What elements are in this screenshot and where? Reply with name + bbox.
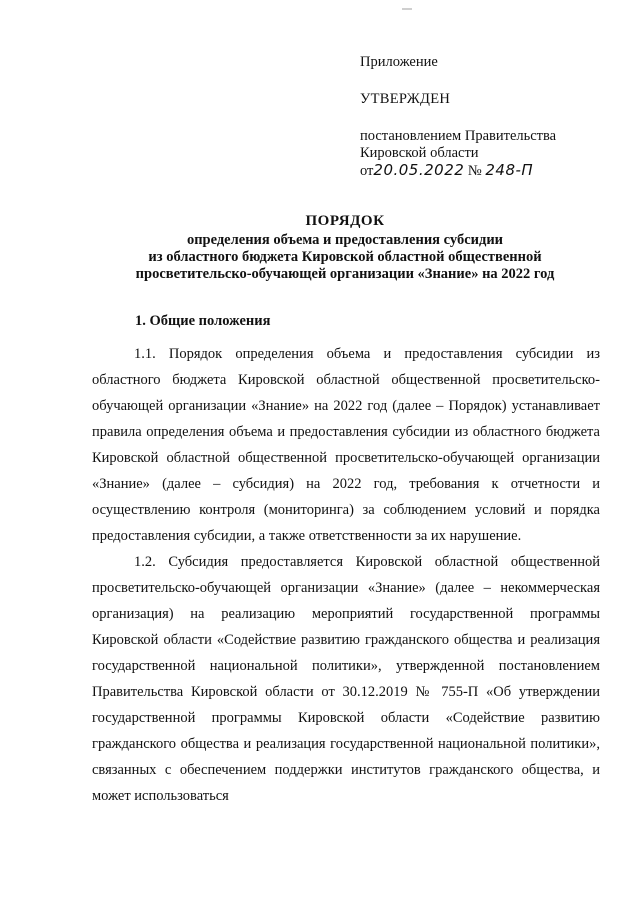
appendix-label: Приложение xyxy=(360,54,438,70)
handwritten-number: 248-П xyxy=(485,161,534,179)
title-line-3: просветительско-обучающей организации «Знание» на 2022 год xyxy=(135,266,555,282)
section-heading: 1. Общие положения xyxy=(135,313,271,329)
scan-mark xyxy=(402,8,412,10)
title-line-2: из областного бюджета Кировской областной общественной xyxy=(148,249,542,265)
paragraph-1-2: 1.2. Субсидия предоставляется Кировской областной общественной просветительско-обучающей организации «Знание» (далее – некоммерческая организация) на реализацию мероприятий государственной программы Кировской области «Содействие развитию гражданского общества и реализация государственной национальной политики», утвержденной постановлением Правительства Кировской области от 30.12.2019 № 755-П «Об утверждении государственной программы Кировской области «Содействие развитию гражданского общества и реализация государственной национальной политики», связанных с обеспечением поддержки институтов гражданского общества, и может использоваться xyxy=(92,554,600,804)
decree-line-1: постановлением Правительства xyxy=(360,128,557,144)
document-title xyxy=(90,213,600,283)
decree-line-2: Кировской области xyxy=(360,145,479,161)
number-prefix: № xyxy=(467,163,482,179)
approved-label: УТВЕРЖДЕН xyxy=(360,91,451,107)
handwritten-date: 20.05.2022 xyxy=(373,161,465,179)
decree-date-line xyxy=(360,162,610,180)
title-line-1: определения объема и предоставления субсидии xyxy=(186,232,504,248)
document-body xyxy=(92,341,600,809)
approval-stamp xyxy=(360,54,610,180)
paragraph-1-1: 1.1. Порядок определения объема и предоставления субсидии из областного бюджета Кировской областной общественной просветительско-обучающей организации «Знание» на 2022 год (далее – Порядок) устанавливает правила определения объема и предоставления субсидии из областного бюджета Кировской областной общественной просветительско-обучающей организации «Знание» (далее – субсидия) на 2022 год, требования к отчетности и осуществлению контроля (мониторинга) за соблюдением условий и порядка предоставления субсидии, а также ответственности за их нарушение. xyxy=(92,346,600,544)
title-main: ПОРЯДОК xyxy=(305,213,385,229)
date-prefix: от xyxy=(360,163,374,179)
